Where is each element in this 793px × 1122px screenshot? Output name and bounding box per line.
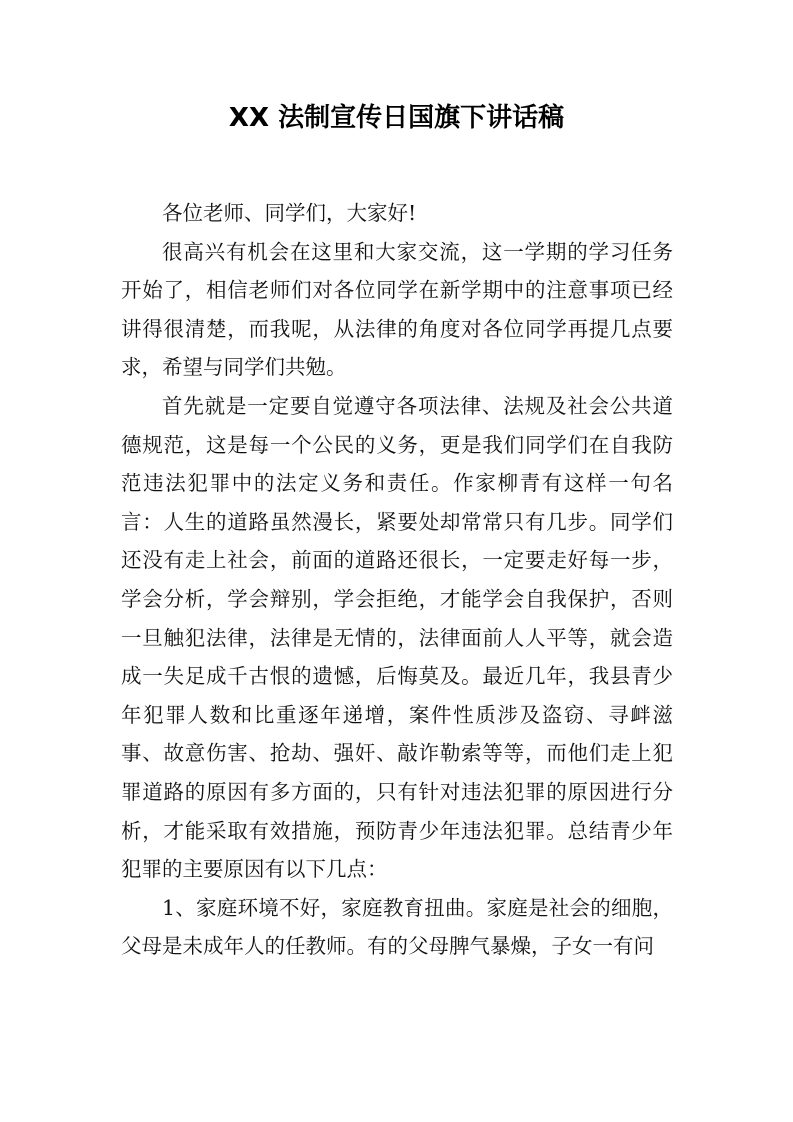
paragraph-reason-1: 1、家庭环境不好，家庭教育扭曲。家庭是社会的细胞，父母是未成年人的任教师。有的父母脾气暴燥，子女一有问	[121, 895, 673, 959]
document-body	[121, 194, 673, 966]
paragraph-greeting: 各位老师、同学们，大家好!	[162, 201, 417, 225]
paragraph-first-point: 首先就是一定要自觉遵守各项法律、法规及社会公共道德规范，这是每一个公民的义务，更是我们同学们在自我防范违法犯罪中的法定义务和责任。作家柳青有这样一句名言：人生的道路虽然漫长，紧要处却常常只有几步。同学们还没有走上社会，前面的道路还很长，一定要走好每一步，学会分析，学会辩别，学会拒绝，才能学会自我保护，否则一旦触犯法律，法律是无情的，法律面前人人平等，就会造成一失足成千古恨的遗憾，后悔莫及。最近几年，我县青少年犯罪人数和比重逐年递增，案件性质涉及盗窃、寻衅滋事、故意伤害、抢劫、强奸、敲诈勒索等等，而他们走上犯罪道路的原因有多方面的，只有针对违法犯罪的原因进行分析，才能采取有效措施，预防青少年违法犯罪。总结青少年犯罪的主要原因有以下几点：	[121, 393, 673, 882]
document-title: XX 法制宣传日国旗下讲话稿	[228, 103, 565, 133]
paragraph-intro: 很高兴有机会在这里和大家交流，这一学期的学习任务开始了，相信老师们对各位同学在新学期中的注意事项已经讲得很清楚，而我呢，从法律的角度对各位同学再提几点要求，希望与同学们共勉。	[121, 239, 673, 380]
